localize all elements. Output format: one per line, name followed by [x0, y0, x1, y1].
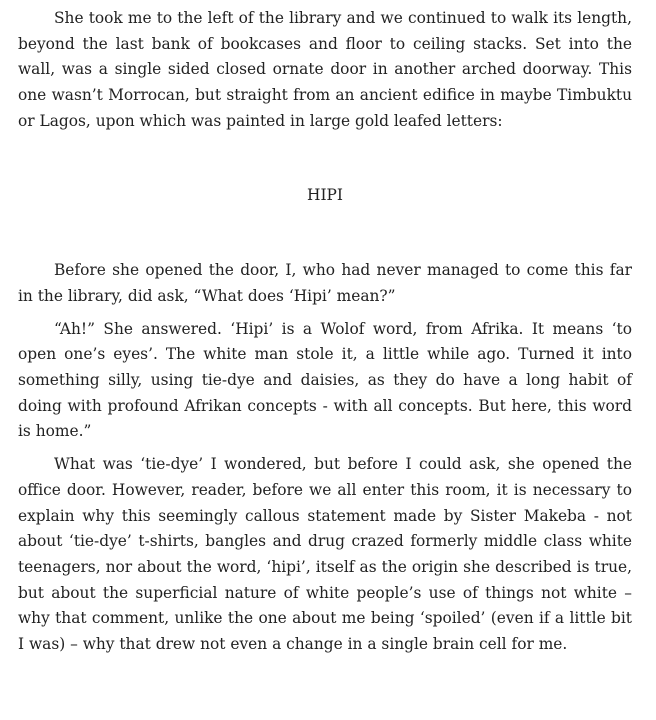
- paragraph-question: Before she opened the door, I, who had never managed to come this far in the library, did ask, “What does ‘Hipi’ mean?”: [18, 261, 632, 305]
- book-page: [18, 6, 632, 658]
- paragraph-library-walk: She took me to the left of the library and we continued to walk its length, beyond the last bank of bookcases and floor to ceiling stacks. Set into the wall, was a single sided closed ornate door in another arched doorway. This one wasn’t Morrocan, but straight from an ancient edifice in maybe Timbuktu or Lagos, upon which was painted in large gold leafed letters:: [18, 9, 632, 130]
- paragraph-explanation: What was ‘tie-dye’ I wondered, but before I could ask, she opened the office door. However, reader, before we all enter this room, it is necessary to explain why this seemingly callous statement made by Sister Makeba - not about ‘tie-dye’ t-shirts, bangles and drug crazed formerly middle class white teenagers, nor about the word, ‘hipi’, itself as the origin she described is true, but about the superficial nature of white people’s use of things not white – why that comment, unlike the one about me being ‘spoiled’ (even if a little bit I was) – why that drew not even a change in a single brain cell for me.: [18, 455, 632, 654]
- paragraph-answer: “Ah!” She answered. ‘Hipi’ is a Wolof word, from Afrika. It means ‘to open one’s eyes’. The white man stole it, a little while ago. Turned it into something silly, using tie-dye and daisies, as they do have a long habit of doing with profound Afrikan concepts - with all concepts. But here, this word is home.”: [18, 319, 632, 441]
- door-inscription-hipi: HIPI: [307, 185, 343, 204]
